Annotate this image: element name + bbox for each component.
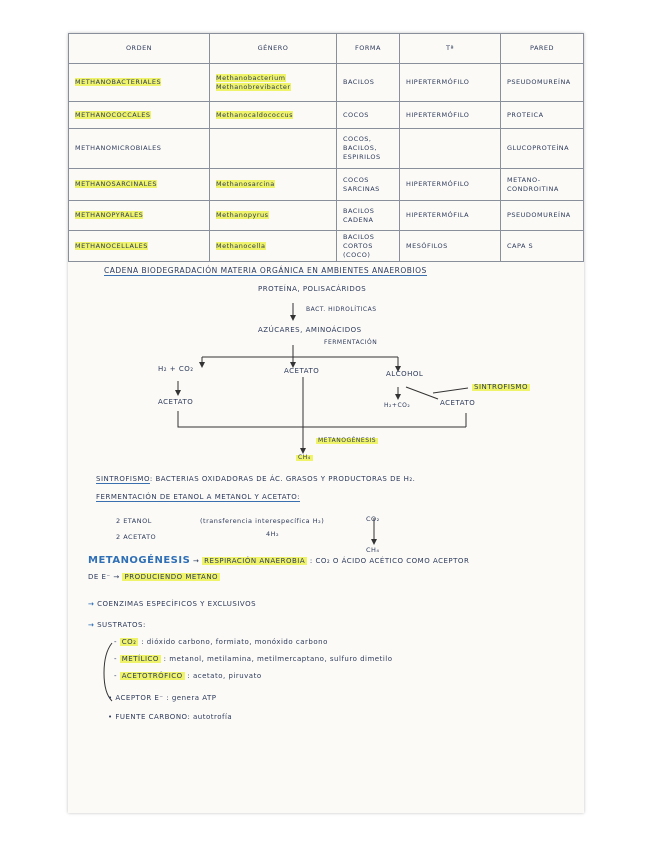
node-acetato-right: ACETATO (440, 399, 476, 407)
temp-cell: HIPERTERMÓFILO (400, 169, 501, 201)
acetato-line: 2 ACETATO (116, 533, 157, 541)
temp-cell: HIPERTERMÓFILO (400, 64, 501, 102)
sustrate-brace (104, 643, 112, 701)
dash: - (114, 672, 118, 680)
label-metanogenesis: METANOGÉNESIS (318, 437, 377, 444)
fermentacion-heading: FERMENTACIÓN DE ETANOL A METANOL Y ACETATO: (96, 493, 301, 501)
dash: - (114, 638, 118, 646)
node-h2co2-right: H₂+CO₂ (384, 402, 411, 409)
diagram-title: CADENA BIODEGRADACIÓN MATERIA ORGÁNICA EN AMBIENTES ANAEROBIOS (104, 266, 427, 275)
node-acetato-left: ACETATO (158, 398, 194, 406)
sustrato-metilico-term: METÍLICO (121, 655, 159, 663)
ch4-label: CH₄ (366, 546, 380, 554)
coenzimas-line (88, 601, 256, 608)
genus-cell: Methanobrevibacter (216, 82, 291, 91)
sintrofismo-term: SINTROFISMO (96, 475, 150, 483)
wall-cell: PROTEICA (501, 102, 584, 129)
header-cell: ORDEN (69, 34, 210, 64)
arrowhead (395, 394, 401, 400)
order-cell: METHANOMICROBIALES (69, 129, 210, 169)
node-proteina: PROTEÍNA, POLISACÁRIDOS (258, 285, 367, 293)
metanogenesis-title: METANOGÉNESIS (88, 555, 191, 566)
shape-line: ESPIRILOS (343, 152, 381, 161)
etanol-line: 2 ETANOL (116, 517, 152, 525)
shape-line: CADENA (343, 215, 374, 224)
label-bact: BACT. HIDROLÍTICAS (306, 306, 377, 313)
header-cell: GÉNERO (210, 34, 337, 64)
order-cell: METHANOBACTERIALES (75, 78, 162, 87)
node-acetato-center: ACETATO (284, 367, 320, 375)
meta-co2-text: CO₂ O ÁCIDO ACÉTICO COMO ACEPTOR (315, 557, 470, 565)
sustrato-co2-text: : dióxido carbono, formiato, monóxido carbono (141, 638, 328, 646)
sustrato-co2 (114, 639, 328, 646)
sustratos-text: SUSTRATOS: (97, 621, 146, 629)
wall-cell: GLUCOPROTEÍNA (501, 129, 584, 169)
label-sintrofismo: SINTROFISMO (474, 383, 528, 391)
shape-cell: BACILOS (337, 64, 400, 102)
header-cell: FORMA (337, 34, 400, 64)
arrow-symbol: → (193, 557, 200, 565)
temp-cell: MESÓFILOS (400, 231, 501, 262)
meta-e-text: DE E⁻ → (88, 573, 120, 581)
blue-arrow-icon: → (88, 621, 95, 629)
genus-cell: Methanopyrus (216, 211, 269, 220)
respiracion-anaerobia: RESPIRACIÓN ANAEROBIA (204, 557, 306, 565)
shape-line: BACILOS (343, 206, 375, 215)
meta-colon: : (309, 557, 313, 565)
label-fermentacion: FERMENTACIÓN (324, 339, 378, 346)
sustrato-metilico-text: : metanol, metilamina, metilmercaptano, sulfuro dimetilo (163, 655, 393, 663)
order-cell: METHANOSARCINALES (75, 180, 158, 189)
h2-transfer: 4H₂ (266, 530, 280, 538)
sintrofismo-definition (96, 476, 415, 483)
temp-cell: HIPERTERMÓFILO (400, 102, 501, 129)
genus-cell: Methanobacterium (216, 73, 286, 82)
genus-cell: Methanocaldococcus (216, 110, 294, 119)
sustrato-acetotrofico-text: : acetato, piruvato (187, 672, 262, 680)
shape-line: BACILOS (343, 233, 375, 241)
fuente-line: • FUENTE CARBONO: autotrofía (108, 713, 233, 721)
order-cell: METHANOCOCCALES (75, 110, 151, 119)
arrowhead (371, 539, 377, 545)
sustratos-line (88, 622, 146, 629)
sustrato-metilico (114, 656, 393, 663)
shape-line: CORTOS (COCO) (343, 241, 373, 259)
arrow-fermentacion-split (202, 345, 398, 358)
order-cell: METHANOPYRALES (75, 211, 144, 220)
node-ch4: CH₄ (298, 454, 311, 461)
node-azucares: AZÚCARES, AMINOÁCIDOS (258, 326, 362, 334)
produciendo-metano: PRODUCIENDO METANO (124, 573, 219, 581)
co2-label: CO₂ (366, 515, 380, 523)
shape-cell: COCOS (337, 102, 400, 129)
wall-cell: PSEUDOMUREÍNA (501, 64, 584, 102)
shape-line: COCOS, (343, 135, 372, 144)
meta-line-2 (88, 574, 220, 581)
dash: - (114, 655, 118, 663)
header-cell: Tª (400, 34, 501, 64)
wall-cell: PSEUDOMUREÍNA (501, 201, 584, 231)
metanogenesis-line (88, 556, 469, 566)
order-cell: METHANOCELLALES (75, 241, 148, 250)
genus-cell: Methanocella (216, 241, 266, 250)
node-h2co2: H₂ + CO₂ (158, 365, 194, 373)
header-cell: PARED (501, 34, 584, 64)
aceptor-line: • ACEPTOR E⁻ : genera ATP (108, 694, 217, 702)
transfer-note: (transferencia interespecífica H₂) (200, 517, 325, 525)
line-left-down (178, 411, 466, 427)
sintrofismo-text: : BACTERIAS OXIDADORAS DE ÁC. GRASOS Y PRODUCTORAS DE H₂. (149, 475, 416, 483)
shape-line: SARCINAS (343, 184, 380, 193)
notebook-page (68, 33, 584, 813)
node-alcohol: ALCOHOL (386, 370, 424, 378)
arrowhead (175, 390, 181, 396)
temp-cell: HIPERTERMÓFILA (400, 201, 501, 231)
wall-line: METANO- (507, 175, 541, 184)
sustrato-co2-term: CO₂ (121, 638, 137, 646)
blue-arrow-icon: → (88, 600, 95, 608)
sustrato-acetotrofico-term: ACETOTRÓFICO (121, 672, 183, 680)
syntrofism-arrow (433, 388, 468, 393)
arrowhead (199, 362, 205, 368)
wall-cell: CAPA S (501, 231, 584, 262)
shape-line: COCOS (343, 175, 369, 184)
genus-cell: Methanosarcina (216, 180, 275, 189)
sustrato-acetotrofico (114, 673, 262, 680)
coenzimas-text: COENZIMAS ESPECÍFICOS Y EXCLUSIVOS (97, 600, 257, 608)
wall-line: CONDROITINA (507, 184, 559, 193)
arrowhead (290, 315, 296, 321)
shape-line: BACILOS, (343, 144, 377, 153)
